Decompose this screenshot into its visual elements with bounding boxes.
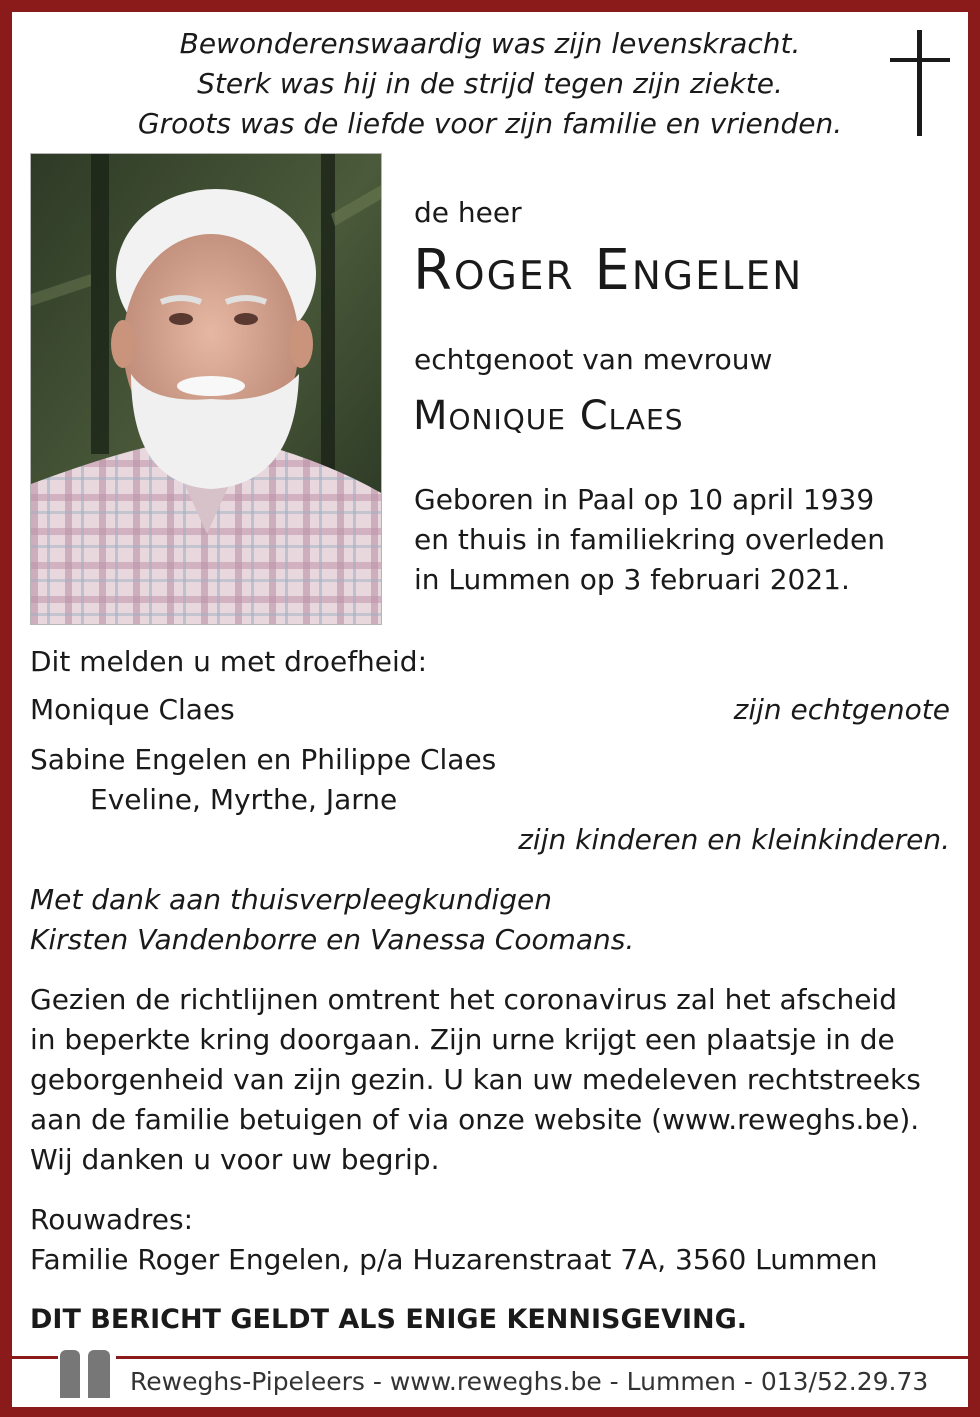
- border-left: [0, 0, 12, 1417]
- border-bottom: [0, 1407, 980, 1417]
- border-right: [968, 0, 980, 1417]
- border-top: [0, 0, 980, 12]
- notice-line: geborgenheid van zijn gezin. U kan uw medeleven rechtstreeks: [30, 1063, 921, 1096]
- funeral-home-logo-icon: [58, 1350, 116, 1402]
- life-line: in Lummen op 3 februari 2021.: [414, 563, 850, 596]
- address-value: Familie Roger Engelen, p/a Huzarenstraat 7A, 3560 Lummen: [30, 1243, 878, 1276]
- honorific: de heer: [414, 196, 522, 229]
- address-label: Rouwadres:: [30, 1203, 194, 1236]
- life-line: en thuis in familiekring overleden: [414, 523, 886, 556]
- poem-line: Sterk was hij in de strijd tegen zijn ziekte.: [197, 67, 783, 100]
- cross-icon: [890, 30, 950, 136]
- mourner-children-role: zijn kinderen en kleinkinderen.: [518, 823, 950, 856]
- thanks-line: Kirsten Vandenborre en Vanessa Coomans.: [30, 923, 635, 956]
- footer-divider: [12, 1356, 968, 1359]
- closing-notice: DIT BERICHT GELDT ALS ENIGE KENNISGEVING.: [30, 1304, 748, 1335]
- notice-line: in beperkte kring doorgaan. Zijn urne krijgt een plaatsje in de: [30, 1023, 895, 1056]
- mourner-spouse-role: zijn echtgenote: [733, 693, 950, 726]
- thanks-line: Met dank aan thuisverpleegkundigen: [30, 883, 552, 916]
- mourner-grandchildren: Eveline, Myrthe, Jarne: [90, 783, 398, 816]
- notice-line: aan de familie betuigen of via onze website (www.reweghs.be).: [30, 1103, 920, 1136]
- mourner-children: Sabine Engelen en Philippe Claes: [30, 743, 497, 776]
- notice-line: Gezien de richtlijnen omtrent het coronavirus zal het afscheid: [30, 983, 897, 1016]
- life-line: Geboren in Paal op 10 april 1939: [414, 483, 875, 516]
- spouse-label: echtgenoot van mevrouw: [414, 343, 773, 376]
- mourner-spouse: Monique Claes: [30, 693, 235, 726]
- portrait-photo: [30, 153, 382, 625]
- deceased-name: Roger Engelen: [413, 238, 804, 303]
- announce-intro: Dit melden u met droefheid:: [30, 645, 428, 678]
- notice-line: Wij danken u voor uw begrip.: [30, 1143, 440, 1176]
- poem-line: Bewonderenswaardig was zijn levenskracht.: [179, 27, 801, 60]
- funeral-home-contact: Reweghs-Pipeleers - www.reweghs.be - Lummen - 013/52.29.73: [130, 1367, 929, 1396]
- spouse-name: Monique Claes: [413, 393, 684, 439]
- memorial-poem: [60, 24, 920, 144]
- poem-line: Groots was de liefde voor zijn familie en vrienden.: [137, 107, 843, 140]
